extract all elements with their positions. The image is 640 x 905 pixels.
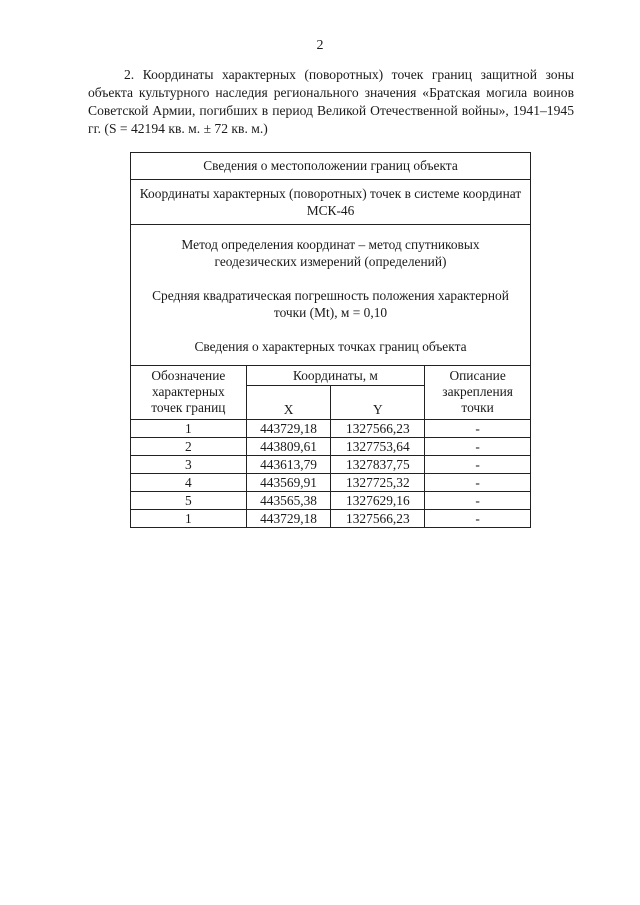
point-x: 443729,18: [246, 420, 331, 438]
point-id: 1: [131, 420, 247, 438]
col-description: Описание закрепления точки: [425, 366, 531, 420]
boundary-coordinates-table: [130, 152, 531, 528]
point-id: 4: [131, 474, 247, 492]
point-x: 443729,18: [246, 510, 331, 528]
accuracy-text: Средняя квадратическая погрешность положения характерной точки (Mt), м = 0,10: [152, 287, 509, 320]
point-y: 1327566,23: [331, 420, 425, 438]
point-desc: -: [425, 492, 531, 510]
col-y: Y: [331, 386, 425, 420]
point-x: 443809,61: [246, 438, 331, 456]
method-cell: [131, 225, 531, 366]
coordinate-system: Координаты характерных (поворотных) точек в системе координат МСК-46: [131, 180, 531, 225]
point-y: 1327725,32: [331, 474, 425, 492]
page-number: 2: [316, 38, 324, 53]
point-y: 1327837,75: [331, 456, 425, 474]
table-row: [131, 510, 531, 528]
method-row: [131, 225, 531, 366]
point-x: 443569,91: [246, 474, 331, 492]
table-row: [131, 438, 531, 456]
point-x: 443565,38: [246, 492, 331, 510]
points-title: Сведения о характерных точках границ объекта: [194, 338, 467, 354]
point-id: 1: [131, 510, 247, 528]
table-title-row: [131, 153, 531, 180]
point-y: 1327566,23: [331, 510, 425, 528]
table-row: [131, 456, 531, 474]
col-x: X: [246, 386, 331, 420]
point-y: 1327753,64: [331, 438, 425, 456]
point-y: 1327629,16: [331, 492, 425, 510]
point-x: 443613,79: [246, 456, 331, 474]
point-desc: -: [425, 456, 531, 474]
point-id: 2: [131, 438, 247, 456]
point-desc: -: [425, 474, 531, 492]
point-desc: -: [425, 438, 531, 456]
point-id: 5: [131, 492, 247, 510]
point-id: 3: [131, 456, 247, 474]
table-row: [131, 474, 531, 492]
table-title: Сведения о местоположении границ объекта: [131, 153, 531, 180]
method-text: Метод определения координат – метод спутниковых геодезических измерений (определений): [181, 236, 480, 269]
point-desc: -: [425, 510, 531, 528]
column-header-row: [131, 366, 531, 386]
table-row: [131, 492, 531, 510]
point-desc: -: [425, 420, 531, 438]
intro-paragraph: 2. Координаты характерных (поворотных) точек границ защитной зоны объекта культурного наследия регионального значения «Братская могила воинов Советской Армии, погибших в период Великой Отечественной войны», 1941–1945 гг. (S = 42194 кв. м. ± 72 кв. м.): [88, 67, 574, 136]
col-coordinates: Координаты, м: [246, 366, 425, 386]
coordinate-system-row: [131, 180, 531, 225]
col-designation: Обозначение характерных точек границ: [131, 366, 247, 420]
table-row: [131, 420, 531, 438]
